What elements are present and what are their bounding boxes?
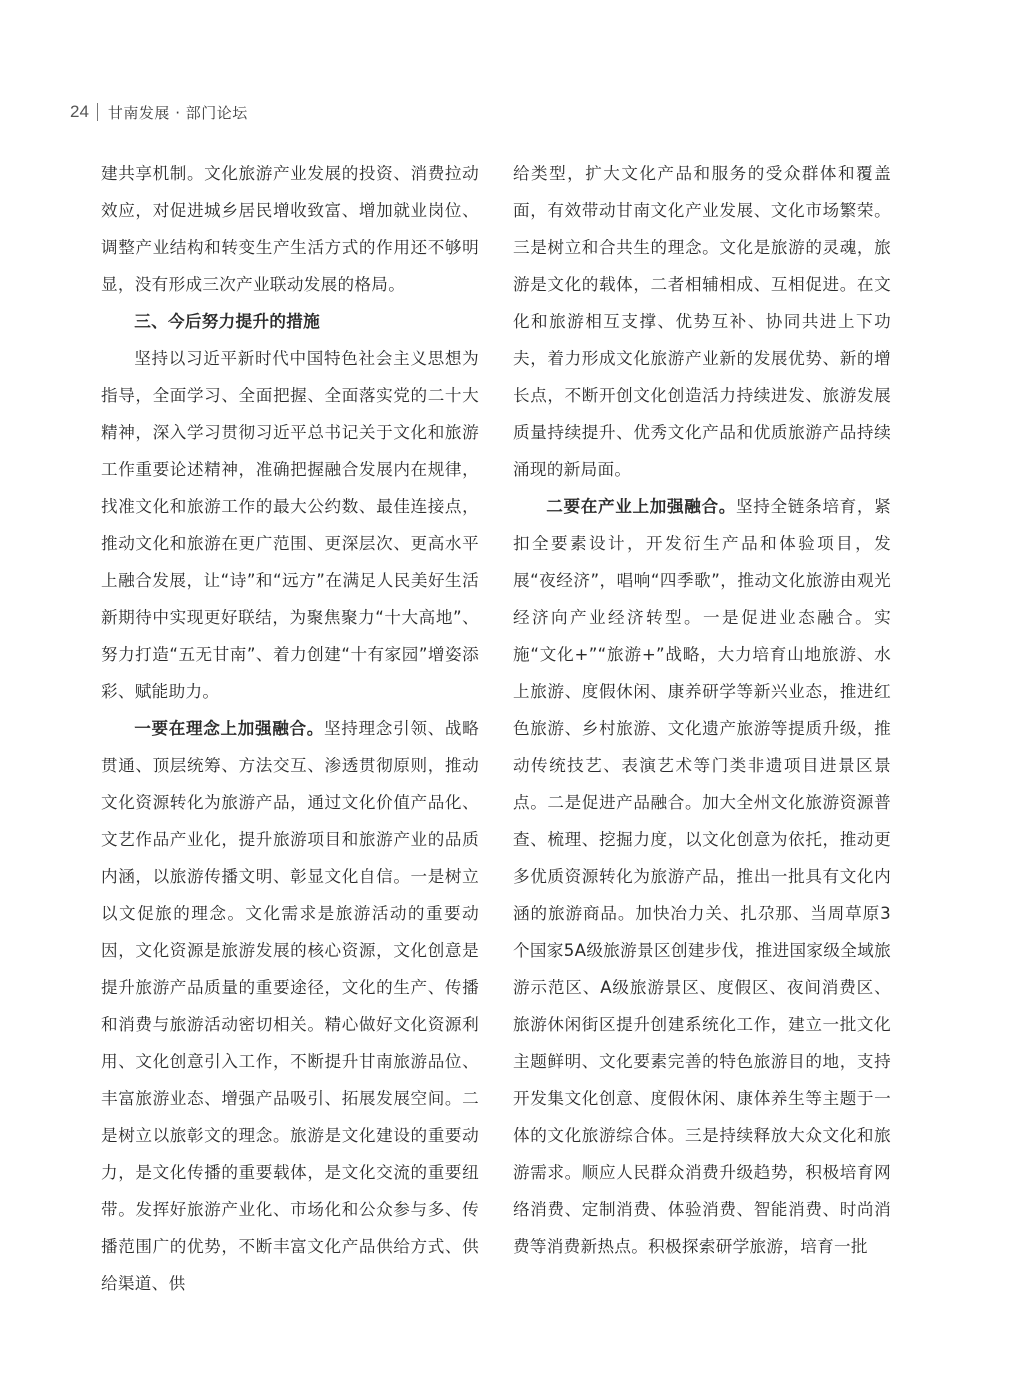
header-divider bbox=[97, 103, 98, 121]
section-title: 甘南发展 · 部门论坛 bbox=[107, 103, 248, 122]
right-paragraph-2 bbox=[513, 488, 891, 1265]
left-paragraph-3-body: 坚持理念引领、战略贯通、顶层统筹、方法交互、渗透贯彻原则，推动文化资源转化为旅游产品，通过文化价值产品化、文艺作品产业化，提升旅游项目和旅游产业的品质内涵，以旅游传播文明、彰显文化自信。一是树立以文促旅的理念。文化需求是旅游活动的重要动因，文化资源是旅游发展的核心资源，文化创意是提升旅游产品质量的重要途径，文化的生产、传播和消费与旅游活动密切相关。精心做好文化资源利用、文化创意引入工作，不断提升甘南旅游品位、丰富旅游业态、增强产品吸引、拓展发展空间。二是树立以旅彰文的理念。旅游是文化建设的重要动力，是文化传播的重要载体，是文化交流的重要纽带。发挥好旅游产业化、市场化和公众参与多、传播范围广的优势，不断丰富文化产品供给方式、供给渠道、供 bbox=[101, 719, 479, 1293]
right-paragraph-1: 给类型，扩大文化产品和服务的受众群体和覆盖面，有效带动甘南文化产业发展、文化市场繁荣。三是树立和合共生的理念。文化是旅游的灵魂，旅游是文化的载体，二者相辅相成、互相促进。在文化和旅游相互支撑、优势互补、协同共进上下功夫，着力形成文化旅游产业新的发展优势、新的增长点，不断开创文化创造活力持续进发、旅游发展质量持续提升、优秀文化产品和优质旅游产品持续涌现的新局面。 bbox=[513, 164, 891, 479]
left-paragraph-1: 建共享机制。文化旅游产业发展的投资、消费拉动效应，对促进城乡居民增收致富、增加就业岗位、调整产业结构和转变生产生活方式的作用还不够明显，没有形成三次产业联动发展的格局。 bbox=[101, 164, 479, 294]
section-heading: 三、今后努力提升的措施 bbox=[134, 312, 321, 331]
right-paragraph-2-body: 坚持全链条培育，紧扣全要素设计，开发衍生产品和体验项目，发展“夜经济”，唱响“四季歌”，推动文化旅游由观光经济向产业经济转型。一是促进业态融合。实施“文化+”“旅游+”战略，大力培育山地旅游、水上旅游、度假休闲、康养研学等新兴业态，推进红色旅游、乡村旅游、文化遗产旅游等提质升级，推动传统技艺、表演艺术等门类非遗项目进景区景点。二是促进产品融合。加大全州文化旅游资源普查、梳理、挖掘力度，以文化创意为依托，推动更多优质资源转化为旅游产品，推出一批具有文化内涵的旅游商品。加快冶力关、扎尕那、当周草原3个国家5A级旅游景区创建步伐，推进国家级全域旅游示范区、A级旅游景区、度假区、夜间消费区、旅游休闲街区提升创建系统化工作，建立一批文化主题鲜明、文化要素完善的特色旅游目的地，支持开发集文化创意、度假休闲、康体养生等主题于一体的文化旅游综合体。三是持续释放大众文化和旅游需求。顺应人民群众消费升级趋势，积极培育网络消费、定制消费、体验消费、智能消费、时尚消费等消费新热点。积极探索研学旅游，培育一批 bbox=[513, 497, 891, 1256]
page-number: 24 bbox=[70, 102, 89, 121]
right-column bbox=[513, 155, 891, 1265]
left-column bbox=[101, 155, 479, 1302]
left-paragraph-3 bbox=[101, 710, 479, 1302]
right-paragraph-2-lead: 二要在产业上加强融合。 bbox=[546, 497, 737, 516]
left-paragraph-2: 坚持以习近平新时代中国特色社会主义思想为指导，全面学习、全面把握、全面落实党的二十大精神，深入学习贯彻习近平总书记关于文化和旅游工作重要论述精神，准确把握融合发展内在规律，找准文化和旅游工作的最大公约数、最佳连接点，推动文化和旅游在更广范围、更深层次、更高水平上融合发展，让“诗”和“远方”在满足人民美好生活新期待中实现更好联结，为聚焦聚力“十大高地”、努力打造“五无甘南”、着力创建“十有家园”增姿添彩、赋能助力。 bbox=[101, 349, 479, 701]
page-header bbox=[70, 100, 248, 124]
left-paragraph-3-lead: 一要在理念上加强融合。 bbox=[134, 719, 325, 738]
